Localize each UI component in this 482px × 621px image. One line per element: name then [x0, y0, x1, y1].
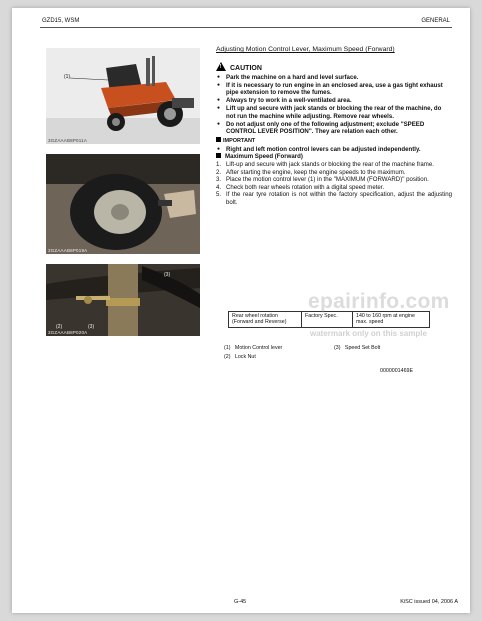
caution-item: ● Park the machine on a hard and level surface.: [216, 74, 452, 82]
important-heading: [216, 137, 452, 146]
spec-type: Factory Spec.: [302, 312, 353, 328]
subsection-title: Maximum Speed (Forward): [225, 153, 303, 161]
caution-list: [216, 74, 452, 136]
issue-note: KiSC issued 04, 2006 A: [400, 599, 458, 605]
legend-item: (2) Lock Nut: [224, 354, 256, 360]
watermark: epairinfo.com: [308, 290, 450, 313]
section-square-icon: [216, 153, 221, 158]
figure-mower-lifted: [46, 48, 200, 144]
header-rule: [40, 27, 452, 28]
header-section: GENERAL: [421, 18, 450, 24]
figure-callout: (1): [64, 74, 71, 80]
figure-caption: 3GZAAAB8P019A: [48, 248, 88, 253]
caution-label: CAUTION: [230, 65, 262, 72]
caution-list-block: [216, 74, 452, 207]
caution-heading: [216, 62, 262, 72]
subsection-heading: [216, 153, 452, 161]
important-label: IMPORTANT: [223, 137, 256, 144]
important-item: ● Right and left motion control levers can be adjusted independently.: [216, 146, 452, 154]
figure-speed-set-bolt: [46, 264, 200, 336]
procedure-step: 3. Place the motion control lever (1) in the "MAXIMUM (FORWARD)" position.: [216, 176, 429, 184]
caution-item: ● If it is necessary to run engine in an enclosed area, use a gas tight exhaust pipe extension to remove the fumes.: [216, 82, 452, 97]
wheel-illustration: [46, 154, 200, 254]
legend-item: (3) Speed Set Bolt: [334, 345, 381, 351]
figure-caption: 3GZAAAB8P011A: [48, 138, 88, 143]
page-number: G-45: [234, 599, 247, 605]
caution-item: ● Lift up and secure with jack stands or blocking the rear of the machine, do not run the machine while adjusting. Remove rear wheels.: [216, 105, 452, 120]
important-list: [216, 146, 452, 154]
figure-callout: (3): [88, 324, 95, 330]
section-title: Adjusting Motion Control Lever, Maximum Speed (Forward): [216, 46, 395, 53]
header-model: GZD15, WSM: [42, 18, 80, 24]
figure-callout: (2): [56, 324, 63, 330]
bolt-illustration: [46, 264, 200, 336]
figure-callout: (3): [164, 272, 171, 278]
manual-page: [12, 8, 470, 613]
spec-value: 140 to 160 rpm at engine max. speed: [353, 312, 430, 328]
spec-item: Rear wheel rotation (Forward and Reverse): [229, 312, 302, 328]
document-code: 0000001469E: [380, 368, 413, 374]
caution-item: ● Always try to work in a well-ventilated area.: [216, 97, 452, 105]
mower-illustration: [46, 48, 200, 144]
legend-item: (1) Motion Control lever: [224, 345, 283, 351]
warning-icon: [216, 62, 226, 71]
procedure-step: 4. Check both rear wheels rotation with a digital speed meter.: [216, 183, 385, 191]
procedure-steps: [216, 161, 452, 207]
caution-item: ● Do not adjust only one of the following adjustment; exclude "SPEED CONTROL LEVER POSITION". They are relation each other.: [216, 121, 452, 136]
watermark-sub: watermark only on this sample: [310, 329, 427, 338]
procedure-step: 2. After starting the engine, keep the engine speeds to the maximum.: [216, 168, 406, 176]
procedure-step: 5. If the rear tyre rotation is not within the factory specification, adjust the adjusting bolt.: [216, 191, 452, 206]
procedure-step: 1. Lift-up and secure with jack stands or blocking the rear of the machine frame.: [216, 161, 434, 169]
figure-wheel-speed-check: [46, 154, 200, 254]
figure-caption: 3GZAAAB8P020A: [48, 330, 88, 335]
important-icon: [216, 137, 221, 142]
